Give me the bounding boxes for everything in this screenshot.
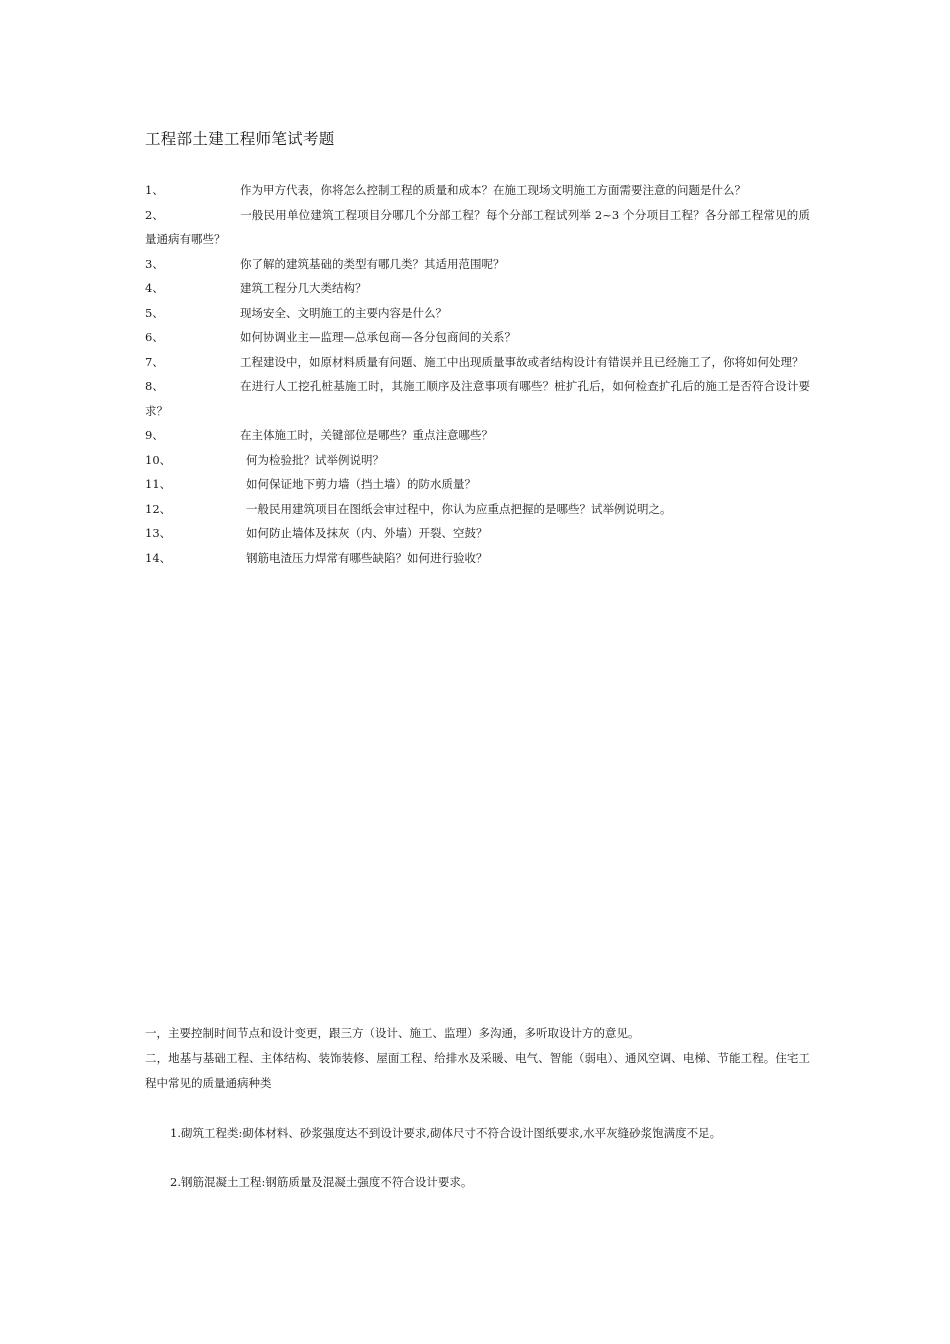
question-text: 如何协调业主—监理—总承包商—各分包商间的关系？ [240, 330, 516, 344]
question-number: 9、 [145, 428, 164, 442]
question-number: 14、 [145, 550, 172, 565]
question-text: 建筑工程分几大类结构？ [240, 281, 367, 295]
question-item [145, 350, 810, 375]
question-item [145, 203, 810, 252]
question-item [145, 497, 810, 522]
question-number: 3、 [145, 256, 164, 271]
question-number: 2、 [145, 207, 164, 222]
question-text: 在进行人工挖孔桩基施工时，其施工顺序及注意事项有哪些？桩扩孔后，如何检查扩孔后的施工是否符合设计要求？ [145, 379, 810, 418]
question-list [145, 178, 810, 570]
question-number: 10、 [145, 452, 172, 467]
question-text: 现场安全、文明施工的主要内容是什么？ [240, 305, 447, 320]
question-text: 如何防止墙体及抹灰（内、外墙）开裂、空鼓？ [246, 526, 488, 540]
question-text: 一般民用建筑项目在图纸会审过程中，你认为应重点把握的是哪些？试举例说明之。 [246, 501, 672, 516]
question-text: 作为甲方代表，你将怎么控制工程的质量和成本？在施工现场文明施工方面需要注意的问题是什么？ [240, 183, 746, 197]
question-item [145, 374, 810, 423]
question-number: 5、 [145, 305, 164, 320]
question-number: 11、 [145, 477, 172, 491]
answer-paragraph-1: 一，主要控制时间节点和设计变更，跟三方（设计、施工、监理）多沟通，多听取设计方的意见。 [145, 1026, 640, 1040]
question-number: 6、 [145, 330, 164, 344]
question-item [145, 301, 810, 326]
answer-subitem-2: 2.钢筋混凝土工程:钢筋质量及混凝土强度不符合设计要求。 [170, 1175, 473, 1189]
question-number: 1、 [145, 183, 164, 197]
question-item [145, 521, 810, 546]
question-text: 一般民用单位建筑工程项目分哪几个分部工程？每个分部工程试列举 2~3 个分项目工程？各分部工程常见的质量通病有哪些？ [145, 207, 810, 246]
question-text: 在主体施工时，关键部位是哪些？重点注意哪些？ [240, 428, 493, 442]
question-text: 工程建设中，如原材料质量有问题、施工中出现质量事故或者结构设计有错误并且已经施工了，你将如何处理？ [240, 354, 804, 369]
question-item [145, 448, 810, 473]
question-item [145, 178, 810, 203]
answer-paragraph-2: 二，地基与基础工程、主体结构、装饰装修、屋面工程、给排水及采暖、电气、智能（弱电）、通风空调、电梯、节能工程。住宅工程中常见的质量通病种类 [145, 1051, 810, 1090]
question-item [145, 252, 810, 277]
document-title: 工程部土建工程师笔试考题 [145, 130, 335, 148]
answer-section [145, 1021, 810, 1096]
question-item [145, 472, 810, 497]
question-text: 如何保证地下剪力墙（挡土墙）的防水质量？ [246, 477, 476, 491]
question-item [145, 276, 810, 301]
question-item [145, 546, 810, 571]
question-item [145, 423, 810, 448]
question-item [145, 325, 810, 350]
question-number: 8、 [145, 379, 164, 393]
question-number: 12、 [145, 501, 172, 516]
question-number: 13、 [145, 526, 172, 540]
question-text: 你了解的建筑基础的类型有哪几类？其适用范围呢？ [240, 256, 505, 271]
question-text: 何为检验批？试举例说明？ [246, 452, 384, 467]
answer-subitem-1: 1.砌筑工程类:砌体材料、砂浆强度达不到设计要求,砌体尺寸不符合设计图纸要求,水平灰缝砂浆饱满度不足。 [170, 1126, 722, 1140]
question-number: 4、 [145, 281, 164, 295]
question-text: 钢筋电渣压力焊常有哪些缺陷？如何进行验收？ [246, 550, 488, 565]
question-number: 7、 [145, 354, 164, 369]
